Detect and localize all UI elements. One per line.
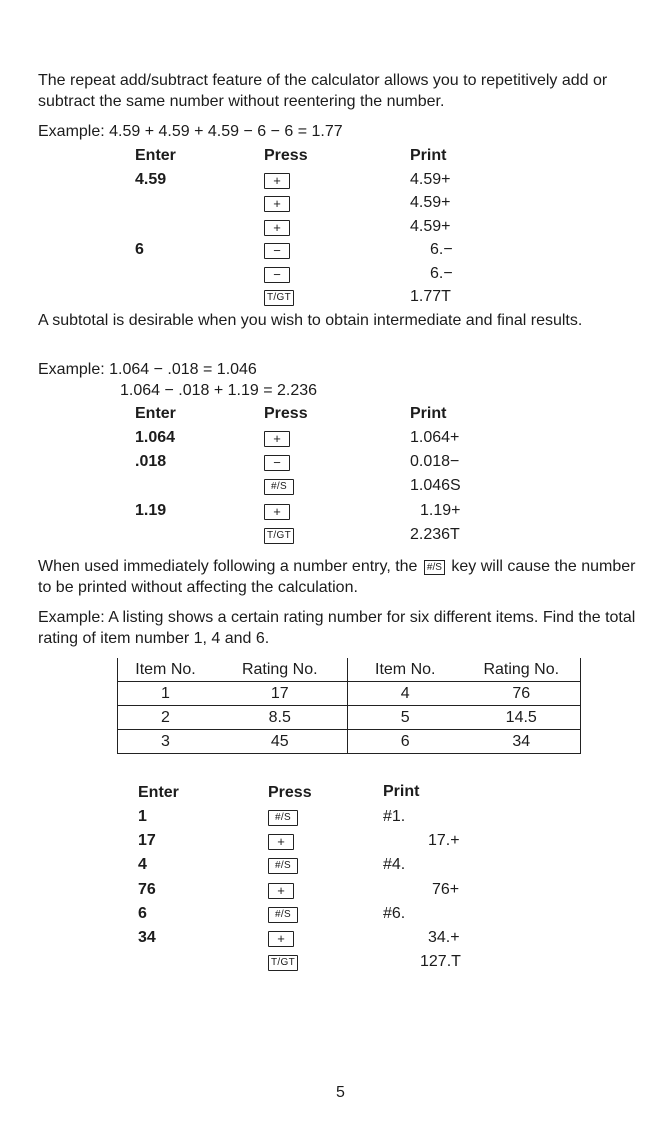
rating-table-header-row (118, 658, 581, 682)
rating-table-cell: 5 (347, 706, 463, 730)
example3-plus-key: + (268, 883, 294, 899)
rating-table-cell: 2 (118, 706, 213, 730)
example1-enter-value: 4.59 (135, 171, 167, 188)
example1-total-key: T/GT (264, 290, 294, 306)
example3-enter-value: 17 (138, 832, 156, 850)
example2-print-value: 0.018− (410, 453, 460, 471)
rating-table-row (118, 706, 581, 730)
rating-table (117, 658, 581, 754)
example1-enter-header: Enter (135, 147, 176, 164)
example2-print-header: Print (410, 405, 447, 422)
example3-press-header: Press (268, 784, 312, 801)
rating-table-row (118, 682, 581, 706)
example3-number-subtotal-key: #/S (268, 810, 298, 826)
example1-press-header: Press (264, 147, 308, 164)
example2-enter-header: Enter (135, 405, 176, 422)
example3-print-value: 127.T (420, 953, 461, 971)
example1-print-value: 6.− (430, 241, 453, 259)
example3-plus-key: + (268, 931, 294, 947)
rating-table-header-cell: Item No. (375, 660, 436, 678)
example3-print-value: 17.+ (428, 832, 460, 850)
example3-enter-value: 76 (138, 880, 156, 898)
example3-print-header: Print (383, 783, 420, 800)
rating-table-cell: 14.5 (463, 706, 580, 730)
example2-title-line1: Example: 1.064 − .018 = 1.046 (38, 361, 257, 378)
example2-print-value: 1.19+ (420, 501, 461, 519)
example2-print-value: 1.046S (410, 477, 461, 495)
example2-total-key: T/GT (264, 528, 294, 544)
example1-plus-key: + (264, 196, 290, 212)
example2-print-value: 2.236T (410, 525, 460, 543)
example2-title-line2: 1.064 − .018 + 1.19 = 2.236 (120, 382, 318, 399)
listing-paragraph: Example: A listing shows a certain rating number for six different items. Find the total rating of item number 1, 4 and 6. (38, 609, 636, 647)
example3-plus-key: + (268, 834, 294, 850)
example1-minus-key: − (264, 243, 290, 259)
example3-print-value: #6. (383, 904, 406, 922)
rating-table-cell: 76 (463, 682, 580, 706)
rating-table-header-cell: Item No. (135, 660, 196, 678)
example3-print-value: #4. (383, 856, 406, 874)
example3-total-key: T/GT (268, 955, 298, 971)
example1-minus-key: − (264, 267, 290, 283)
example3-print-value: 76+ (432, 880, 460, 898)
example2-enter-value: .018 (135, 453, 167, 471)
rating-table-cell: 4 (347, 682, 463, 706)
example3-enter-header: Enter (138, 784, 179, 801)
example2-press-header: Press (264, 405, 308, 422)
rating-table-cell: 34 (463, 730, 580, 754)
example2-number-subtotal-key: #/S (264, 479, 294, 495)
example2-plus-key: + (264, 431, 290, 447)
example2-print-value: 1.064+ (410, 429, 460, 446)
rating-table-cell: 6 (347, 730, 463, 754)
rating-table-cell: 45 (213, 730, 347, 754)
example3-enter-value: 34 (138, 929, 156, 946)
subtotal-paragraph: A subtotal is desirable when you wish to obtain intermediate and final results. (38, 312, 583, 329)
example1-plus-key: + (264, 220, 290, 236)
example2-enter-value: 1.064 (135, 429, 176, 446)
rating-table-cell: 3 (118, 730, 213, 754)
example2-plus-key: + (264, 504, 290, 520)
example1-print-value: 6.− (430, 264, 453, 282)
example2-minus-key: − (264, 455, 290, 471)
example1-print-header: Print (410, 147, 447, 164)
example3-enter-value: 6 (138, 904, 147, 922)
rating-table-row (118, 730, 581, 754)
example1-print-value: 4.59+ (410, 194, 451, 212)
example3-number-subtotal-key: #/S (268, 858, 298, 874)
intro-paragraph: The repeat add/subtract feature of the calculator allows you to repetitively add or subtract the same number without reentering the number. (38, 72, 608, 110)
number-subtotal-key-inline: #/S (424, 560, 445, 575)
number-key-text-before: When used immediately following a number entry, the (38, 558, 418, 575)
rating-table-header-cell: Rating No. (463, 658, 580, 682)
example3-print-value: 34.+ (428, 929, 460, 946)
example1-enter-value: 6 (135, 241, 144, 259)
page-number: 5 (336, 1084, 345, 1101)
example1-title: Example: 4.59 + 4.59 + 4.59 − 6 − 6 = 1.77 (38, 123, 343, 140)
rating-table-cell: 17 (213, 682, 347, 706)
example1-print-value: 4.59+ (410, 217, 451, 235)
example2-enter-value: 1.19 (135, 501, 167, 519)
example3-enter-value: 1 (138, 808, 147, 825)
example3-enter-value: 4 (138, 856, 147, 874)
example3-number-subtotal-key: #/S (268, 907, 298, 923)
number-key-text-after: key will cause the number to be printed without affecting the calculation. (38, 558, 636, 596)
rating-table-cell: 8.5 (213, 706, 347, 730)
example1-print-value: 4.59+ (410, 171, 451, 188)
rating-table-header-cell: Rating No. (213, 658, 347, 682)
example1-print-value: 1.77T (410, 288, 451, 305)
rating-table-cell: 1 (118, 682, 213, 706)
example3-print-value: #1. (383, 808, 406, 825)
example1-plus-key: + (264, 173, 290, 189)
number-key-paragraph (38, 556, 648, 598)
